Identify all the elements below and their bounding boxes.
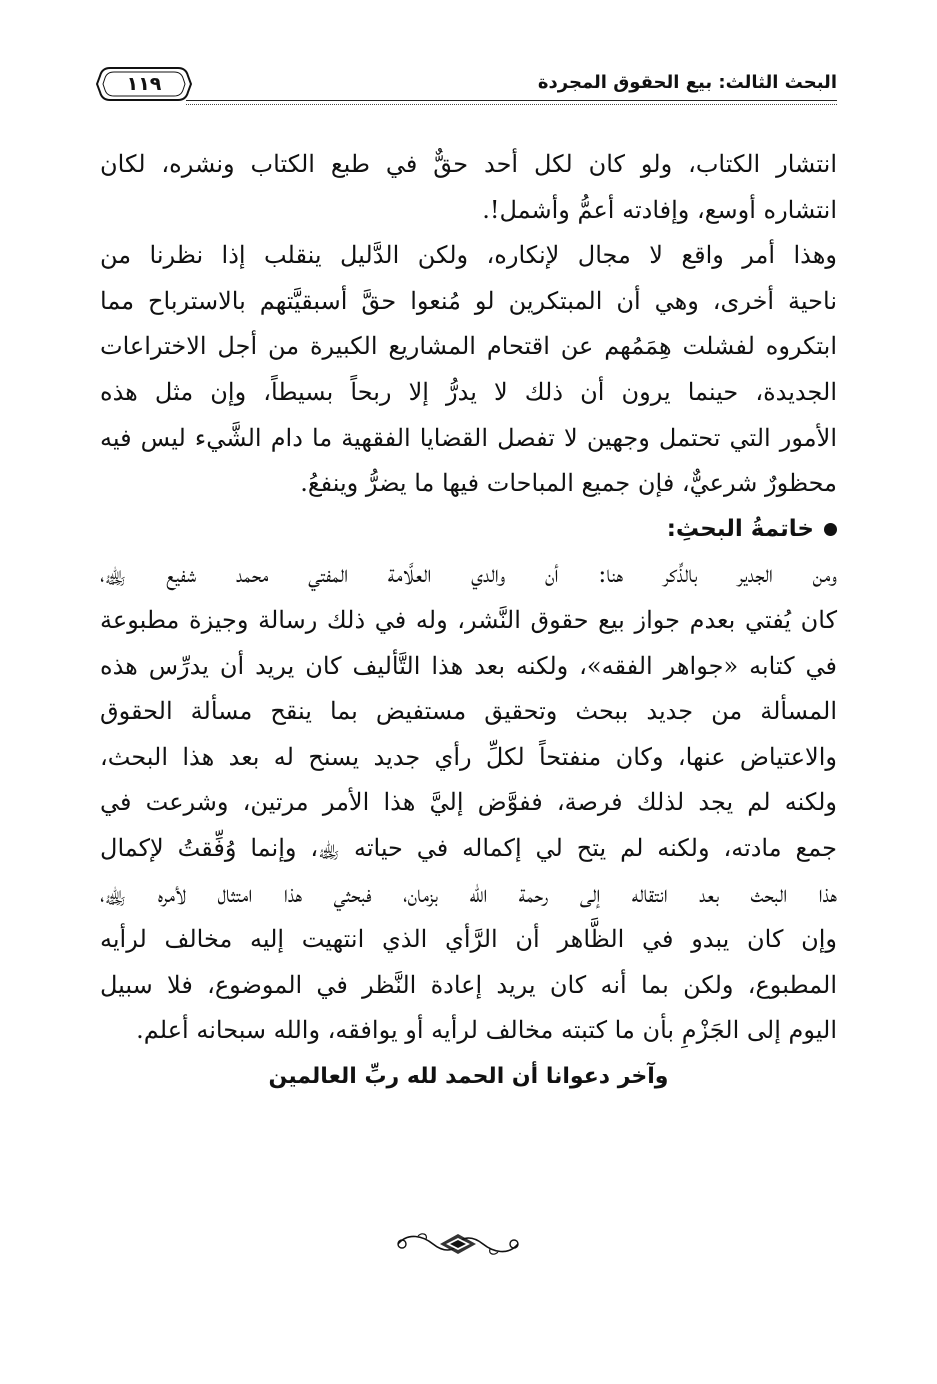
body-text [100, 142, 837, 1099]
section-heading [100, 507, 837, 553]
text-line: ولكنه لم يجد لذلك فرصة، ففوَّض إليَّ هذا الأمر مرتين، وشرعت في [100, 788, 837, 817]
bullet-icon [824, 523, 837, 536]
text-line: جمع مادته، ولكنه لم يتح لي إكماله في حياته ﵀، وإنما وُفِّقتُ لإكمال [100, 833, 837, 862]
closing-line: وآخر دعوانا أن الحمد لله ربِّ العالمين [268, 1063, 669, 1089]
text-line: ابتكروه لفشلت هِمَمُهم عن اقتحام المشاريع الكبيرة من أجل الاختراعات [100, 332, 837, 361]
text-line: محظورٌ شرعيٌّ، فإن جميع المباحات فيها ما يضرُّ وينفعُ. [300, 469, 837, 498]
text-line: ومن الجدير بالذِّكر هنا: أن والدي العلَّامة المفتي محمد شفيع ﵀، [100, 560, 837, 589]
text-line: الجديدة، حينما يرون أن ذلك لا يدرُّ إلا ربحاً بسيطاً، وإن مثل هذه [100, 377, 837, 406]
text-line: ناحية أخرى، وهي أن المبتكرين لو مُنعوا حقَّ أسبقيَّتهم بالاسترباح مما [100, 286, 837, 315]
text-line: كان يُفتي بعدم جواز بيع حقوق النَّشر، وله في ذلك رسالة وجيزة مطبوعة [100, 605, 837, 634]
text-line: انتشار الكتاب، ولو كان لكل أحد حقٌّ في طبع الكتاب ونشره، لكان [100, 150, 838, 178]
end-ornament-icon [388, 1222, 528, 1266]
header-rule [186, 100, 837, 101]
text-line: المسألة من جديد ببحث وتحقيق مستفيض بما ينقح مسألة الحقوق [100, 697, 837, 726]
text-line: وإن كان يبدو في الظَّاهر أن الرَّأي الذي انتهيت إليه مخالف لرأيه [100, 925, 837, 954]
section-heading-text: خاتمةُ البحثِ: [666, 515, 814, 542]
text-line: هذا البحث بعد انتقاله إلى رحمة الله بزمان، فبحثي هذا امتثال لأمره ﵀، [100, 879, 837, 908]
text-line: وهذا أمر واقع لا مجال لإنكاره، ولكن الدَّليل ينقلب إذا نظرنا من [100, 241, 837, 270]
header-rule-dotted [186, 104, 837, 105]
page-number-badge [96, 64, 192, 104]
text-line: والاعتياض عنها، وكان منفتحاً لكلِّ رأي جديد يسنح له بعد هذا البحث، [100, 742, 837, 771]
text-line: الأمور التي تحتمل وجهين لا تفصل القضايا الفقهية ما دام الشَّيء ليس فيه [100, 423, 837, 452]
running-title: البحث الثالث: بيع الحقوق المجردة [537, 72, 837, 93]
text-line: في كتابه «جواهر الفقه»، ولكنه بعد هذا التَّأليف كان يريد أن يدرِّس هذه [100, 651, 837, 680]
text-line: اليوم إلى الجَزْمِ بأن ما كتبته مخالف لرأيه أو يوافقه، والله سبحانه أعلم. [136, 1016, 837, 1045]
text-line: المطبوع، ولكن بما أنه كان يريد إعادة النَّظر في الموضوع، فلا سبيل [100, 970, 837, 999]
text-line: انتشاره أوسع، وإفادته أعمُّ وأشمل!. [482, 195, 837, 224]
page-number: ١١٩ [126, 73, 162, 95]
